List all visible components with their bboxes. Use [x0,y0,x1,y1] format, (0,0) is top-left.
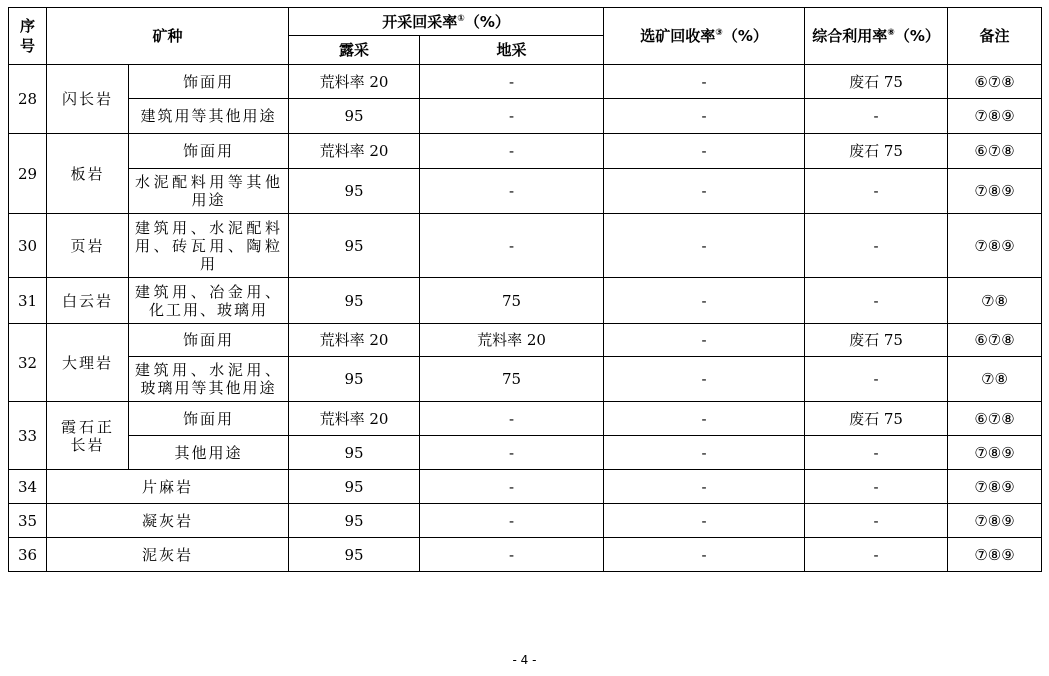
remark-cell: ⑦⑧ [948,278,1042,324]
remark-cell: ⑦⑧⑨ [948,214,1042,278]
table-row [9,324,1042,357]
open-pit-cell: 95 [289,214,420,278]
use-cell: 水泥配料用等其他用途 [129,169,289,214]
table-row [9,357,1042,402]
mineral-name: 闪长岩 [47,65,129,134]
remark-cell: ⑦⑧ [948,357,1042,402]
remark-cell: ⑥⑦⑧ [948,134,1042,169]
table-row [9,169,1042,214]
beneficiation-cell: - [604,402,805,436]
table-row [9,402,1042,436]
remark-cell: ⑥⑦⑧ [948,65,1042,99]
header-mineral: 矿种 [47,8,289,65]
comprehensive-cell: - [805,470,948,504]
open-pit-cell: 95 [289,504,420,538]
mineral-name: 霞石正长岩 [47,402,129,470]
header-remark: 备注 [948,8,1042,65]
row-number: 29 [9,134,47,214]
remark-cell: ⑦⑧⑨ [948,99,1042,134]
row-number: 28 [9,65,47,134]
mineral-name: 白云岩 [47,278,129,324]
use-cell: 建筑用等其他用途 [129,99,289,134]
open-pit-cell: 95 [289,436,420,470]
table-row [9,436,1042,470]
use-cell: 建筑用、水泥用、玻璃用等其他用途 [129,357,289,402]
underground-cell: - [420,134,604,169]
open-pit-cell: 荒料率 20 [289,402,420,436]
beneficiation-cell: - [604,357,805,402]
use-cell: 建筑用、冶金用、化工用、玻璃用 [129,278,289,324]
open-pit-cell: 95 [289,470,420,504]
underground-cell: - [420,65,604,99]
table-row [9,99,1042,134]
table-row [9,278,1042,324]
beneficiation-cell: - [604,65,805,99]
underground-cell: - [420,402,604,436]
table-row [9,504,1042,538]
mineral-name: 泥灰岩 [47,538,289,572]
use-cell: 建筑用、水泥配料用、砖瓦用、陶粒用 [129,214,289,278]
beneficiation-cell: - [604,169,805,214]
header-mining-recovery: 开采回采率①（%） [289,8,604,36]
open-pit-cell: 荒料率 20 [289,134,420,169]
comprehensive-cell: 废石 75 [805,134,948,169]
beneficiation-cell: - [604,324,805,357]
beneficiation-cell: - [604,278,805,324]
underground-cell: - [420,436,604,470]
header-beneficiation: 选矿回收率③（%） [604,8,805,65]
underground-cell: - [420,99,604,134]
open-pit-cell: 荒料率 20 [289,65,420,99]
open-pit-cell: 95 [289,169,420,214]
table-row [9,214,1042,278]
comprehensive-cell: - [805,99,948,134]
mineral-standards-table [8,7,1042,572]
row-number: 35 [9,504,47,538]
use-cell: 饰面用 [129,402,289,436]
comprehensive-cell: - [805,504,948,538]
remark-cell: ⑦⑧⑨ [948,169,1042,214]
comprehensive-cell: - [805,436,948,470]
open-pit-cell: 95 [289,278,420,324]
use-cell: 饰面用 [129,324,289,357]
remark-cell: ⑦⑧⑨ [948,436,1042,470]
open-pit-cell: 95 [289,538,420,572]
comprehensive-cell: 废石 75 [805,402,948,436]
open-pit-cell: 荒料率 20 [289,324,420,357]
beneficiation-cell: - [604,504,805,538]
header-seq: 序号 [9,8,47,65]
remark-cell: ⑦⑧⑨ [948,504,1042,538]
mineral-name: 大理岩 [47,324,129,402]
row-number: 36 [9,538,47,572]
underground-cell: - [420,504,604,538]
row-number: 33 [9,402,47,470]
beneficiation-cell: - [604,470,805,504]
header-comprehensive: 综合利用率⑧（%） [805,8,948,65]
comprehensive-cell: 废石 75 [805,65,948,99]
beneficiation-cell: - [604,436,805,470]
comprehensive-cell: 废石 75 [805,324,948,357]
table-row [9,470,1042,504]
comprehensive-cell: - [805,357,948,402]
use-cell: 饰面用 [129,134,289,169]
header-underground: 地采 [420,36,604,65]
beneficiation-cell: - [604,214,805,278]
open-pit-cell: 95 [289,99,420,134]
comprehensive-cell: - [805,538,948,572]
mineral-name: 页岩 [47,214,129,278]
table-row [9,134,1042,169]
remark-cell: ⑥⑦⑧ [948,324,1042,357]
row-number: 31 [9,278,47,324]
use-cell: 饰面用 [129,65,289,99]
mineral-name: 凝灰岩 [47,504,289,538]
comprehensive-cell: - [805,278,948,324]
underground-cell: 75 [420,357,604,402]
underground-cell: - [420,470,604,504]
header-open-pit: 露采 [289,36,420,65]
row-number: 34 [9,470,47,504]
remark-cell: ⑦⑧⑨ [948,470,1042,504]
mineral-name: 片麻岩 [47,470,289,504]
table-row [9,65,1042,99]
underground-cell: - [420,538,604,572]
remark-cell: ⑦⑧⑨ [948,538,1042,572]
underground-cell: 75 [420,278,604,324]
row-number: 32 [9,324,47,402]
underground-cell: 荒料率 20 [420,324,604,357]
comprehensive-cell: - [805,214,948,278]
use-cell: 其他用途 [129,436,289,470]
beneficiation-cell: - [604,99,805,134]
open-pit-cell: 95 [289,357,420,402]
mineral-name: 板岩 [47,134,129,214]
underground-cell: - [420,169,604,214]
page-number: - 4 - [512,653,537,667]
remark-cell: ⑥⑦⑧ [948,402,1042,436]
row-number: 30 [9,214,47,278]
underground-cell: - [420,214,604,278]
table-row [9,538,1042,572]
beneficiation-cell: - [604,538,805,572]
beneficiation-cell: - [604,134,805,169]
comprehensive-cell: - [805,169,948,214]
